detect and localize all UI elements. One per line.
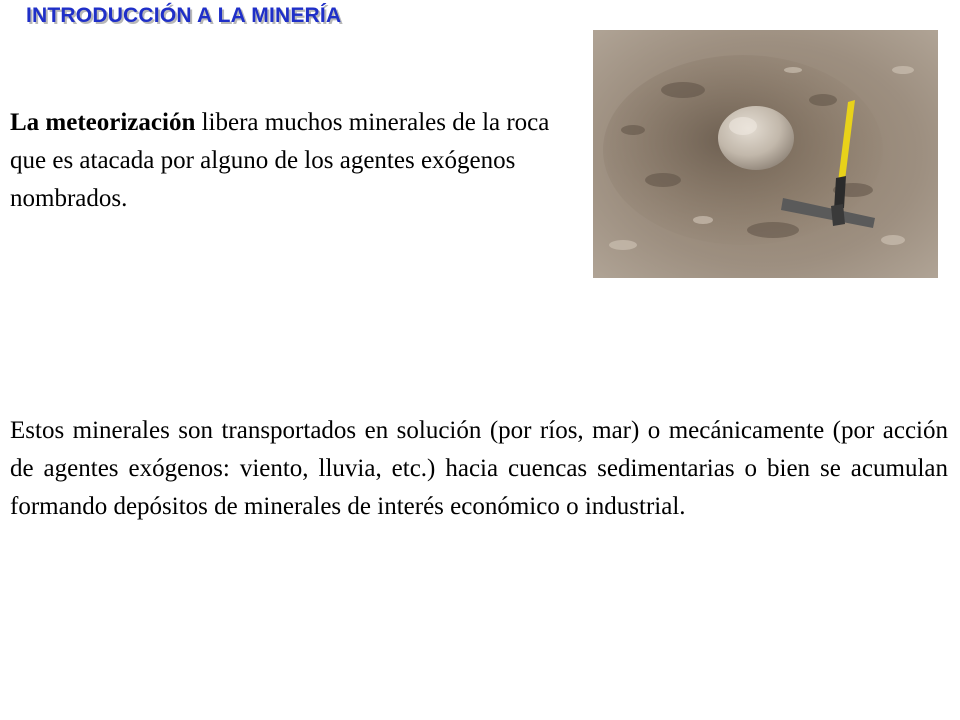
intro-term: La meteorización (10, 109, 196, 136)
slide-title: INTRODUCCIÓN A LA MINERÍA (26, 4, 342, 27)
intro-paragraph (10, 104, 575, 218)
intro-text: libera muchos minerales de la roca que es atacada por alguno de los agentes exógenos nombrados. (10, 109, 550, 212)
body-paragraph: Estos minerales son transportados en solución (por ríos, mar) o mecánicamente (por acción de agentes exógenos: viento, lluvia, etc.) hacia cuencas sedimentarias o bien se acumulan formando depósitos de minerales de interés económico o industrial. (10, 417, 948, 520)
weathered-rock-photo (593, 30, 938, 278)
